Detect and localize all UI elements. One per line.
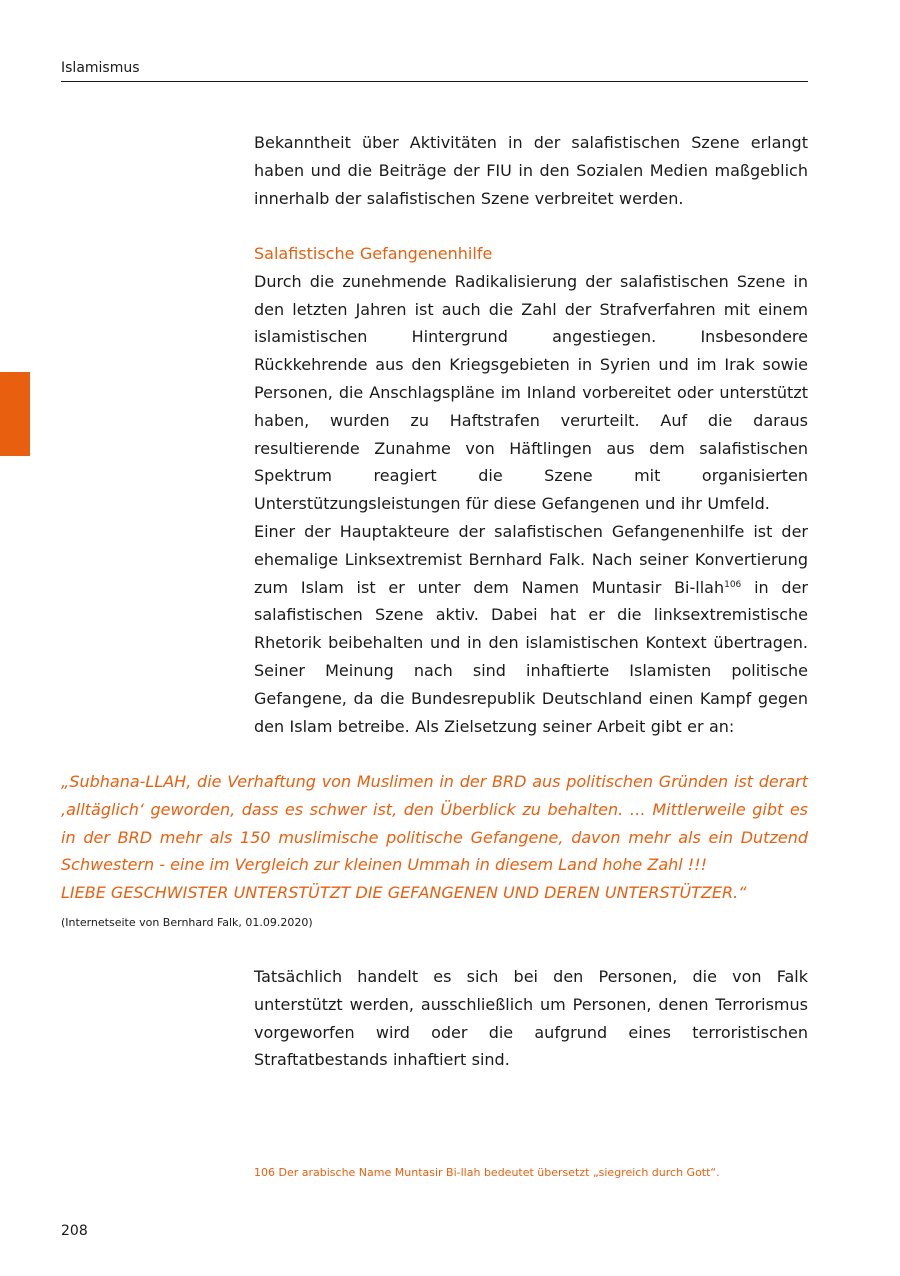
header-rule (61, 81, 808, 82)
intro-block (254, 129, 808, 212)
intro-paragraph: Bekanntheit über Aktivitäten in der salafistischen Szene erlangt haben und die Beiträge der FIU in den Sozialen Medien maßgeblich innerhalb der salafistischen Szene verbreitet werden. (254, 133, 808, 208)
paragraph-2-text-b: in der salafistischen Szene aktiv. Dabei hat er die linksextremistische Rhetorik beibehalten und in den islamistischen Kontext übertragen. Seiner Meinung nach sind inhaftierte Islamisten politische Gefangene, da die Bundesrepublik Deutschland einen Kampf gegen den Islam betreibe. Als Zielsetzung seiner Arbeit gibt er an: (254, 577, 808, 736)
paragraph-3: Tatsächlich handelt es sich bei den Personen, die von Falk unterstützt werden, ausschließlich um Personen, denen Terrorismus vorgeworfen wird oder die aufgrund eines terroristischen Straftatbestands inhaftiert sind. (254, 967, 808, 1070)
quote-closing-line: LIEBE GESCHWISTER UNTERSTÜTZT DIE GEFANGENEN UND DEREN UNTERSTÜTZER.“ (61, 883, 747, 903)
paragraph-2-text-a: Einer der Hauptakteure der salafistischen Gefangenenhilfe ist der ehemalige Linksextremist Bernhard Falk. Nach seiner Konvertierung zum Islam ist er unter dem Namen Muntasir Bi-llah (254, 521, 808, 597)
quote-text: „Subhana-LLAH, die Verhaftung von Muslimen in der BRD aus politischen Gründen ist derart ‚alltäglich‘ geworden, dass es schwer ist, den Überblick zu behalten. … Mittlerweile gibt es in der BRD mehr als 150 muslimische politische Gefangene, davon mehr als ein Dutzend Schwestern - eine im Vergleich zur kleinen Ummah in diesem Land hohe Zahl !!! (61, 772, 808, 875)
paragraph-2 (254, 518, 808, 740)
paragraph-1: Durch die zunehmende Radikalisierung der salafistischen Szene in den letzten Jahren ist auch die Zahl der Strafverfahren mit einem islamistischen Hintergrund angestiegen. Insbesondere Rückkehrende aus den Kriegsgebieten in Syrien und im Irak sowie Personen, die Anschlagspläne im Inland vorbereitet oder unterstützt haben, wurden zu Haftstrafen verurteilt. Auf die daraus resultierende Zunahme von Häftlingen aus dem salafistischen Spektrum reagiert die Szene mit organisierten Unterstützungsleistungen für diese Gefangenen und ihr Umfeld. (254, 271, 808, 514)
chapter-marker-tab (0, 372, 30, 456)
running-header: Islamismus (61, 60, 140, 76)
page-number: 208 (61, 1223, 88, 1239)
blockquote (61, 768, 808, 907)
footnote: 106 Der arabische Name Muntasir Bi-llah bedeutet übersetzt „siegreich durch Gott“. (254, 1166, 720, 1179)
main-text-block (254, 240, 808, 740)
section-heading: Salafistische Gefangenenhilfe (254, 244, 493, 263)
footnote-reference: 106 (724, 579, 742, 590)
quote-source: (Internetseite von Bernhard Falk, 01.09.2020) (61, 916, 313, 929)
closing-block (254, 963, 808, 1074)
